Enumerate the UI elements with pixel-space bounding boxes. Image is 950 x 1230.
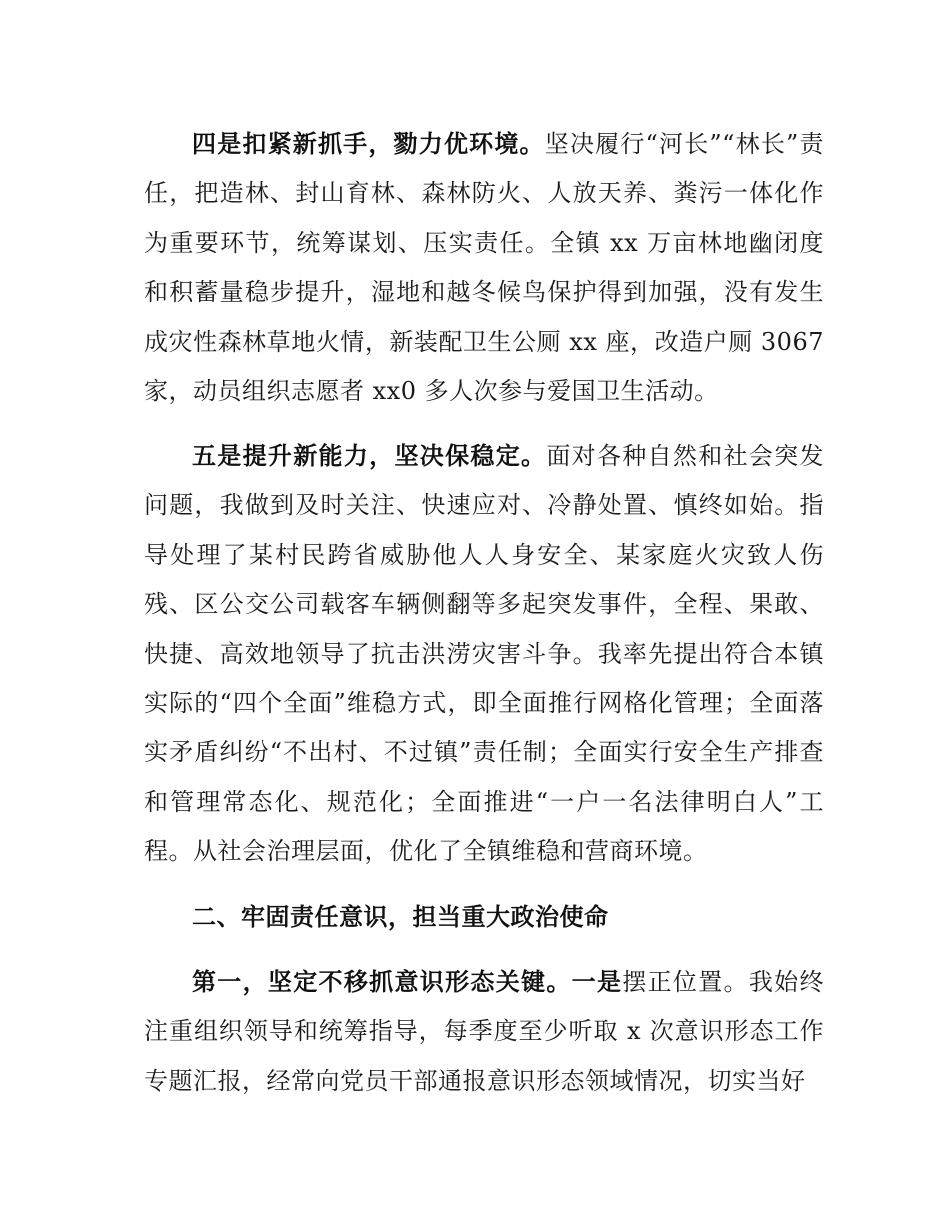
section-heading-two — [144, 893, 824, 942]
section-heading-text: 二、牢固责任意识，担当重大政治使命 — [192, 903, 609, 931]
paragraph-four-environment — [144, 120, 824, 416]
paragraph-ideology — [144, 958, 824, 1106]
paragraph-lead: 四是扣紧新抓手，勠力优环境。 — [192, 130, 545, 158]
paragraph-body: 坚决履行“河长”“林长”责任，把造林、封山育林、森林防火、人放天养、粪污一体化作为重要环节，统筹谋划、压实责任。全镇 xx 万亩林地幽闭度和积蓄量稳步提升，湿地和越冬候鸟保护得到加强，没有发生成灾性森林草地火情，新装配卫生公厕 xx 座，改造户厕 3067 家，动员组织志愿者 xx0 多人次参与爱国卫生活动。 — [144, 130, 825, 406]
paragraph-body: 摆正位置。我始终注重组织领导和统筹指导，每季度至少听取 x 次意识形态工作专题汇报，经常向党员干部通报意识形态领域情况，切实当好 — [144, 968, 824, 1095]
paragraph-five-stability — [144, 432, 824, 877]
paragraph-body: 面对各种自然和社会突发问题，我做到及时关注、快速应对、冷静处置、慎终如始。指导处理了某村民跨省威胁他人人身安全、某家庭火灾致人伤残、区公交公司载客车辆侧翻等多起突发事件，全程、果敢、快捷、高效地领导了抗击洪涝灾害斗争。我率先提出符合本镇实际的“四个全面”维稳方式，即全面推行网格化管理；全面落实矛盾纠纷“不出村、不过镇”责任制；全面实行安全生产排查和管理常态化、规范化；全面推进“一户一名法律明白人”工程。从社会治理层面，优化了全镇维稳和营商环境。 — [144, 442, 824, 866]
paragraph-lead: 五是提升新能力，坚决保稳定。 — [192, 442, 547, 470]
paragraph-lead: 第一，坚定不移抓意识形态关键。一是 — [192, 968, 623, 996]
